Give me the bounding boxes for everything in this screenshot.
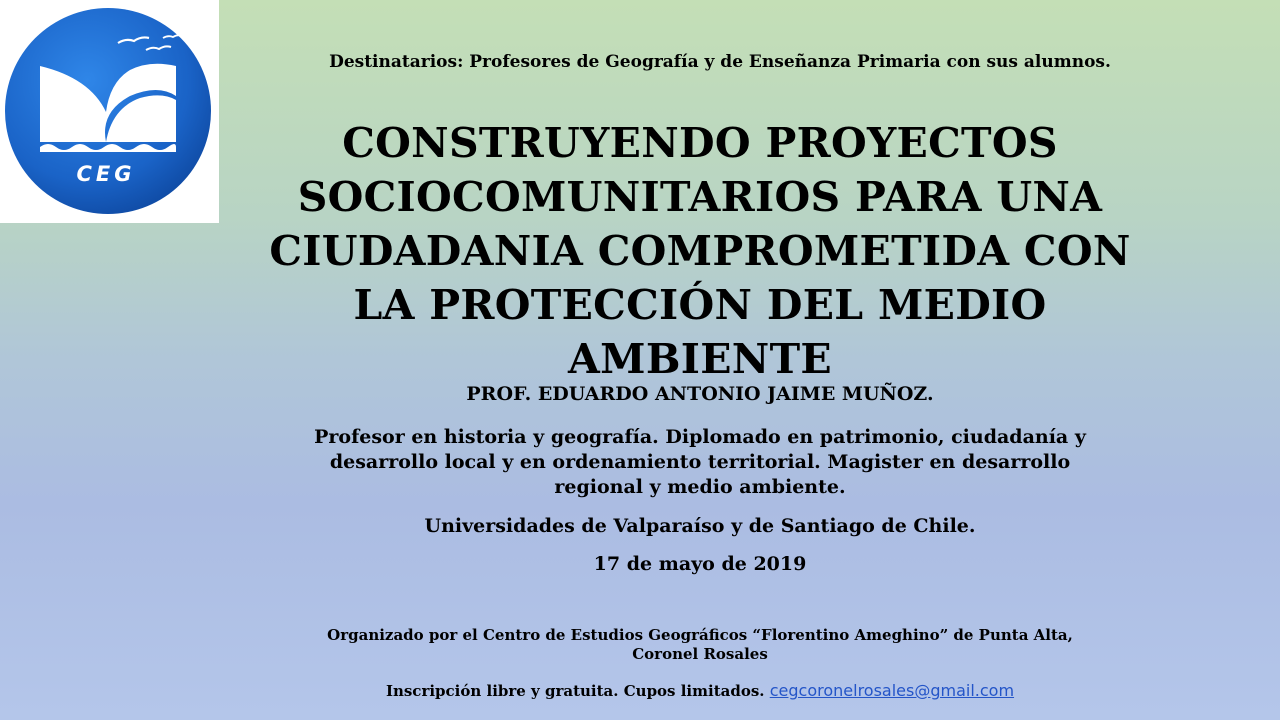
bio-line: desarrollo local y en ordenamiento territorial. Magister en desarrollo xyxy=(329,451,1071,473)
organizer-line: Organizado por el Centro de Estudios Geográficos “Florentino Ameghino” de Punta Alta, xyxy=(327,626,1073,644)
title-line: CONSTRUYENDO PROYECTOS xyxy=(342,119,1058,167)
title-line: AMBIENTE xyxy=(568,335,832,383)
title-line: SOCIOCOMUNITARIOS PARA UNA xyxy=(297,173,1103,221)
title-line: CIUDADANIA COMPROMETIDA CON xyxy=(269,227,1131,275)
author-name: PROF. EDUARDO ANTONIO JAIME MUÑOZ. xyxy=(466,383,934,405)
event-date: 17 de mayo de 2019 xyxy=(593,553,807,575)
email-link[interactable]: cegcoronelrosales@gmail.com xyxy=(769,681,1015,700)
organizer xyxy=(220,626,1180,664)
bio-line: Profesor en historia y geografía. Diplomado en patrimonio, ciudadanía y xyxy=(314,426,1086,448)
logo-text: CEG xyxy=(76,162,136,186)
bio-line: regional y medio ambiente. xyxy=(554,476,846,498)
title-line: LA PROTECCIÓN DEL MEDIO xyxy=(353,281,1047,329)
organizer-line: Coronel Rosales xyxy=(632,645,768,663)
signup-line xyxy=(220,681,1180,700)
audience-line: Destinatarios: Profesores de Geografía y de Enseñanza Primaria con sus alumnos. xyxy=(329,52,1111,72)
author-bio xyxy=(220,425,1180,500)
universities: Universidades de Valparaíso y de Santiago de Chile. xyxy=(424,515,976,537)
logo xyxy=(0,0,219,223)
signup-text: Inscripción libre y gratuita. Cupos limitados. xyxy=(385,682,765,700)
ceg-logo-icon xyxy=(0,0,219,223)
page-title xyxy=(220,116,1180,386)
